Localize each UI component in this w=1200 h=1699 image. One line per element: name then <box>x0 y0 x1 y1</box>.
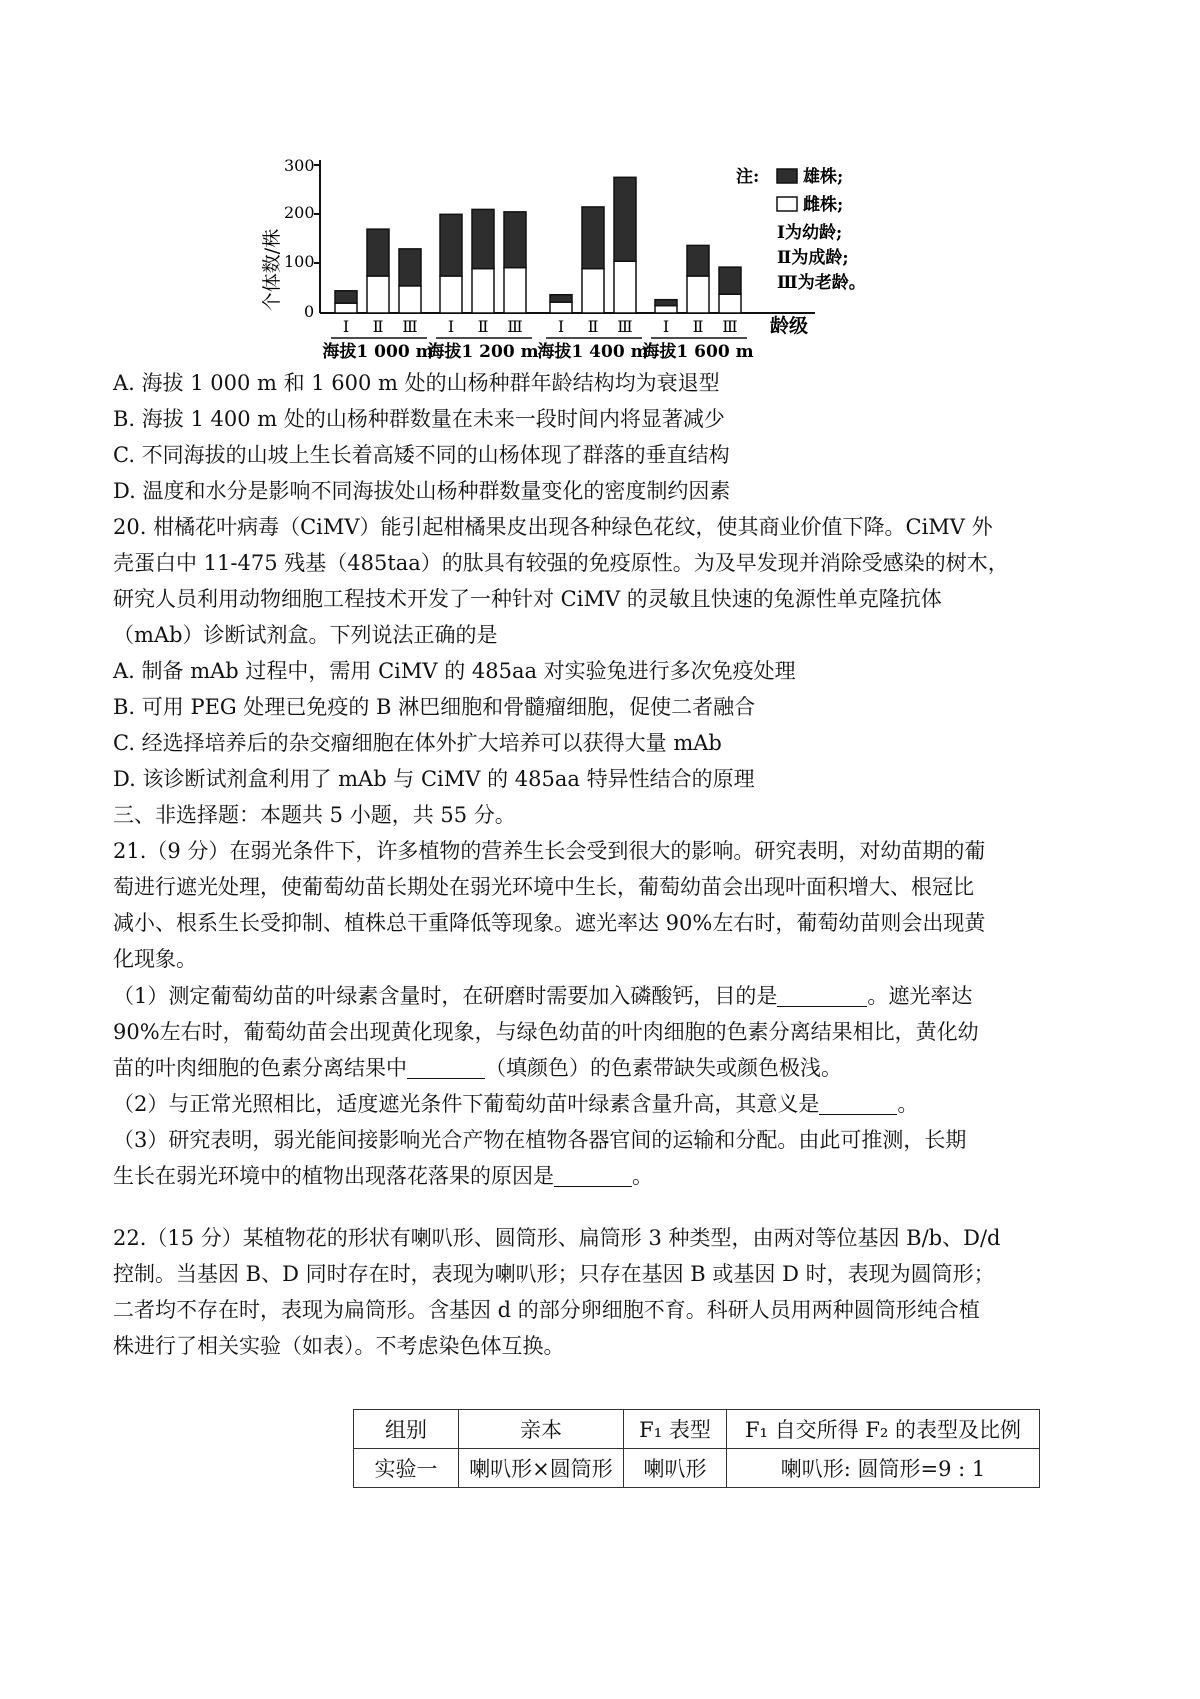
age-class-label: Ⅲ <box>722 317 738 336</box>
bar-female <box>719 294 741 313</box>
age-class-label: Ⅰ <box>447 317 455 336</box>
q21-stem-line: 化现象。 <box>113 947 197 971</box>
q20-stem-line: 20. 柑橘花叶病毒（CiMV）能引起柑橘果皮出现各种绿色花纹，使其商业价值下降。CiMV 外 <box>113 515 993 539</box>
q21-part1-line <box>113 981 1103 1011</box>
legend-item-male: 雄株; <box>803 167 844 187</box>
q21-part1-text: 。遮光率达 <box>867 984 973 1008</box>
table-header-cell: 组别 <box>354 1410 459 1449</box>
y-tick-label: 300 <box>284 156 315 175</box>
age-structure-chart <box>261 150 930 400</box>
q22-stem-line: 控制。当基因 B、D 同时存在时，表现为喇叭形；只存在基因 B 或基因 D 时，表现为圆筒形； <box>113 1262 995 1286</box>
q21-part3-line: （3）研究表明，弱光能间接影响光合产物在植物各器官间的运输和分配。由此可推测，长期 <box>113 1128 967 1152</box>
table-header-cell: F₁ 自交所得 F₂ 的表型及比例 <box>727 1410 1040 1449</box>
bars-layer <box>335 177 741 313</box>
q19-option-a: A. 海拔 1 000 m 和 1 600 m 处的山杨种群年龄结构均为衰退型 <box>113 371 720 395</box>
experiment-table <box>353 1409 1040 1488</box>
legend-note: Ⅲ为老龄。 <box>777 273 866 293</box>
bar-female <box>335 303 357 313</box>
age-class-label: Ⅱ <box>372 317 384 336</box>
table-header-cell: F₁ 表型 <box>624 1410 727 1449</box>
bar-female <box>472 269 494 313</box>
q21-part1-text: （1）测定葡萄幼苗的叶绿素含量时，在研磨时需要加入磷酸钙，目的是 <box>113 984 778 1008</box>
x-axis-label: 龄级 <box>770 315 809 337</box>
bar-female <box>614 261 636 313</box>
q22-stem-line: 22.（15 分）某植物花的形状有喇叭形、圆筒形、扁筒形 3 种类型，由两对等位基因 B/b、D/d <box>113 1226 1001 1250</box>
age-class-label: Ⅲ <box>617 317 633 336</box>
legend-title: 注: <box>736 167 760 187</box>
legend-swatch-male <box>777 169 797 183</box>
age-class-label: Ⅰ <box>557 317 565 336</box>
answer-blank[interactable] <box>819 1092 897 1115</box>
q20-option-a: A. 制备 mAb 过程中，需用 CiMV 的 485aa 对实验兔进行多次免疫处理 <box>113 659 796 683</box>
bar-male <box>550 295 572 302</box>
bar-male <box>399 249 421 286</box>
table-cell: 喇叭形: 圆筒形=9 : 1 <box>727 1449 1040 1488</box>
bar-male <box>367 229 389 276</box>
table-cell: 喇叭形 <box>624 1449 727 1488</box>
q20-option-c: C. 经选择培养后的杂交瘤细胞在体外扩大培养可以获得大量 mAb <box>113 731 722 755</box>
bar-female <box>367 276 389 313</box>
bar-male <box>440 214 462 276</box>
age-class-label: Ⅰ <box>342 317 350 336</box>
table-cell: 实验一 <box>354 1449 459 1488</box>
bar-female <box>399 286 421 313</box>
table-row <box>354 1449 1040 1488</box>
q21-part1-text: （填颜色）的色素带缺失或颜色极浅。 <box>485 1056 842 1080</box>
y-tick-label: 100 <box>284 252 315 271</box>
age-class-labels <box>343 317 738 336</box>
altitude-group-label: 海拔1 400 m <box>537 342 649 362</box>
answer-blank[interactable] <box>407 1056 485 1079</box>
table-header-cell: 亲本 <box>459 1410 624 1449</box>
bar-female <box>550 302 572 313</box>
chart-legend <box>736 166 866 293</box>
age-class-label: Ⅱ <box>587 317 599 336</box>
bar-male <box>719 267 741 294</box>
bar-female <box>582 269 604 313</box>
altitude-group-label: 海拔1 200 m <box>427 342 539 362</box>
q21-part3-text: 。 <box>632 1164 653 1188</box>
age-class-label: Ⅰ <box>662 317 670 336</box>
legend-note: Ⅰ为幼龄; <box>777 223 843 243</box>
q19-option-b: B. 海拔 1 400 m 处的山杨种群数量在未来一段时间内将显著减少 <box>113 407 725 431</box>
table-header-row <box>354 1410 1040 1449</box>
q21-part2-text: （2）与正常光照相比，适度遮光条件下葡萄幼苗叶绿素含量升高，其意义是 <box>113 1092 820 1116</box>
altitude-group-labels <box>322 338 753 362</box>
answer-blank[interactable] <box>777 984 867 1007</box>
age-class-label: Ⅲ <box>402 317 418 336</box>
y-tick-label: 200 <box>284 203 315 222</box>
bar-male <box>472 209 494 268</box>
legend-swatch-female <box>777 197 797 211</box>
q21-part2-line <box>113 1089 1103 1119</box>
altitude-group-label: 海拔1 600 m <box>642 342 754 362</box>
q22-stem-line: 株进行了相关实验（如表）。不考虑染色体互换。 <box>113 1334 565 1358</box>
legend-note: Ⅱ为成龄; <box>777 248 849 268</box>
bar-male <box>655 300 677 306</box>
q21-part3-line <box>113 1161 1103 1191</box>
table-cell: 喇叭形×圆筒形 <box>459 1449 624 1488</box>
bar-male <box>687 245 709 276</box>
bar-female <box>655 306 677 313</box>
y-axis-label: 个体数/株 <box>261 228 283 312</box>
bar-male <box>504 212 526 268</box>
q21-part3-text: 生长在弱光环境中的植物出现落花落果的原因是 <box>113 1164 554 1188</box>
altitude-group-label: 海拔1 000 m <box>322 342 434 362</box>
bar-male <box>335 291 357 303</box>
age-class-label: Ⅱ <box>477 317 489 336</box>
q21-stem-line: 萄进行遮光处理，使葡萄幼苗长期处在弱光环境中生长，葡萄幼苗会出现叶面积增大、根冠比 <box>113 875 974 899</box>
q21-stem-line: 21.（9 分）在弱光条件下，许多植物的营养生长会受到很大的影响。研究表明，对幼苗期的葡 <box>113 839 986 863</box>
q20-option-d: D. 该诊断试剂盒利用了 mAb 与 CiMV 的 485aa 特异性结合的原理 <box>113 767 755 791</box>
q19-option-d: D. 温度和水分是影响不同海拔处山杨种群数量变化的密度制约因素 <box>113 479 731 503</box>
q21-part1-line: 90%左右时，葡萄幼苗会出现黄化现象，与绿色幼苗的叶肉细胞的色素分离结果相比，黄化幼 <box>113 1020 979 1044</box>
q20-stem-line: （mAb）诊断试剂盒。下列说法正确的是 <box>113 623 498 647</box>
bar-female <box>504 268 526 313</box>
q20-option-b: B. 可用 PEG 处理已免疫的 B 淋巴细胞和骨髓瘤细胞，促使二者融合 <box>113 695 756 719</box>
q20-stem-line: 壳蛋白中 11-475 残基（485taa）的肽具有较强的免疫原性。为及早发现并消除受感染的树木， <box>113 551 1009 575</box>
q20-stem-line: 研究人员利用动物细胞工程技术开发了一种针对 CiMV 的灵敏且快速的兔源性单克隆抗体 <box>113 587 942 611</box>
q21-stem-line: 减小、根系生长受抑制、植株总干重降低等现象。遮光率达 90%左右时，葡萄幼苗则会出现黄 <box>113 911 986 935</box>
bar-male <box>582 207 604 269</box>
legend-item-female: 雌株; <box>803 195 844 215</box>
answer-blank[interactable] <box>554 1164 632 1187</box>
q21-part2-text: 。 <box>897 1092 919 1116</box>
bar-female <box>687 276 709 313</box>
bar-female <box>440 276 462 313</box>
q21-part1-text: 苗的叶肉细胞的色素分离结果中 <box>113 1056 407 1080</box>
age-class-label: Ⅲ <box>507 317 523 336</box>
age-class-label: Ⅱ <box>692 317 704 336</box>
section-heading: 三、非选择题：本题共 5 小题，共 55 分。 <box>113 803 516 827</box>
bar-male <box>614 177 636 261</box>
y-tick-label: 0 <box>304 302 315 321</box>
q22-stem-line: 二者均不存在时，表现为扁筒形。含基因 d 的部分卵细胞不育。科研人员用两种圆筒形纯合植 <box>113 1298 980 1322</box>
q19-option-c: C. 不同海拔的山坡上生长着高矮不同的山杨体现了群落的垂直结构 <box>113 443 730 467</box>
y-tick-labels <box>284 156 315 321</box>
q21-part1-line <box>113 1053 1103 1083</box>
